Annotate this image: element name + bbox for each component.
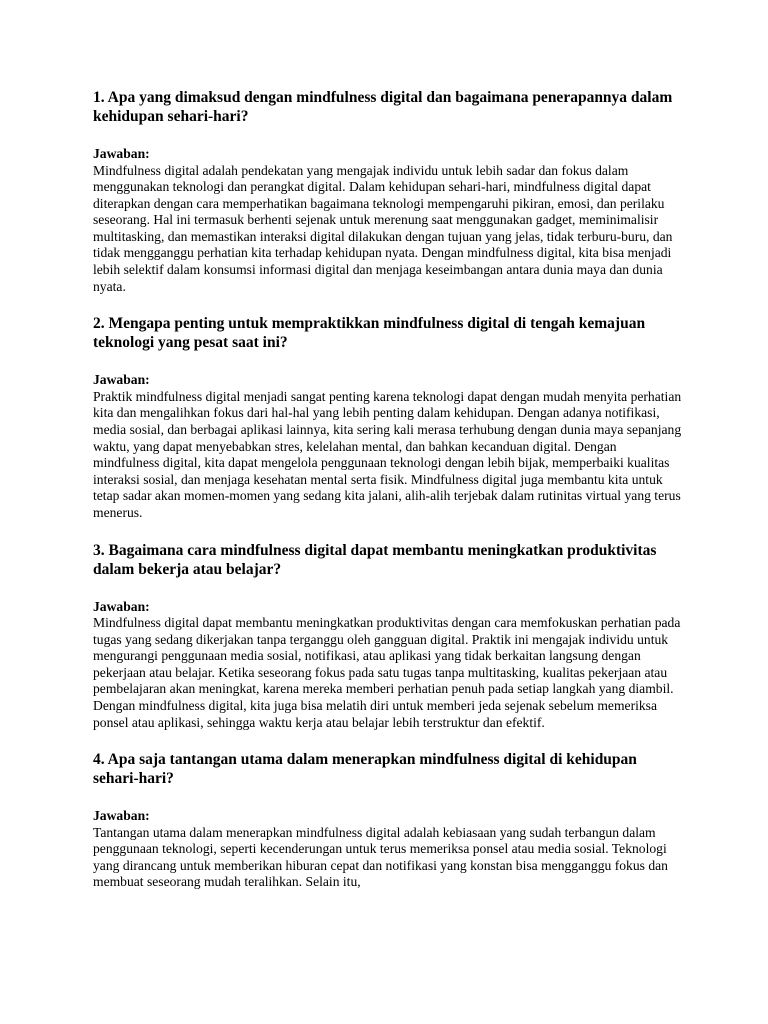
qa-item bbox=[93, 541, 683, 732]
question-heading: 3. Bagaimana cara mindfulness digital dapat membantu meningkatkan produktivitas dalam bekerja atau belajar? bbox=[93, 541, 657, 578]
question-heading: 1. Apa yang dimaksud dengan mindfulness digital dan bagaimana penerapannya dalam kehidupan sehari-hari? bbox=[93, 89, 673, 125]
qa-item bbox=[93, 750, 683, 891]
answer-label: Jawaban: bbox=[93, 146, 150, 161]
answer-paragraph: Tantangan utama dalam menerapkan mindfulness digital adalah kebiasaan yang sudah terbangun dalam penggunaan teknologi, seperti kecenderungan untuk terus memeriksa ponsel atau media sosial. Teknologi yang dirancang untuk memberikan hiburan cepat dan notifikasi yang konstan bisa mengganggu fokus dan membuat seseorang mudah teralihkan. Selain itu, bbox=[93, 824, 668, 890]
question-heading: 2. Mengapa penting untuk mempraktikkan mindfulness digital di tengah kemajuan teknologi yang pesat saat ini? bbox=[93, 315, 646, 352]
answer-label: Jawaban: bbox=[93, 808, 150, 824]
document-page bbox=[93, 88, 683, 891]
qa-item bbox=[93, 314, 683, 521]
qa-item bbox=[93, 88, 683, 295]
answer-paragraph: Praktik mindfulness digital menjadi sangat penting karena teknologi dapat dengan mudah menyita perhatian kita dan mengalihkan fokus dari hal-hal yang lebih penting dalam kehidupan. Dengan adanya notifikasi, media sosial, dan berbagai aplikasi lainnya, kita sering kali merasa terhubung dengan dunia maya sepanjang waktu, yang dapat menyebabkan stres, kelelahan mental, dan bahkan kecanduan digital. Dengan mindfulness digital, kita dapat mengelola penggunaan teknologi dengan lebih bijak, memperbaiki kualitas interaksi sosial, dan menjaga kesehatan mental serta fisik. Mindfulness digital juga membantu kita untuk tetap sadar akan momen-momen yang sedang kita jalani, alih-alih terjebak dalam rutinitas virtual yang terus menerus. bbox=[93, 388, 682, 520]
answer-paragraph: Mindfulness digital dapat membantu meningkatkan produktivitas dengan cara memfokuskan perhatian pada tugas yang sedang dikerjakan tanpa terganggu oleh gangguan digital. Praktik ini mengajak individu untuk mengurangi penggunaan media sosial, notifikasi, atau aplikasi yang tidak berkaitan langsung dengan pekerjaan atau belajar. Ketika seseorang fokus pada satu tugas tanpa multitasking, kualitas pekerjaan atau pembelajaran akan meningkat, karena mereka memberi perhatian penuh pada setiap langkah yang diambil. Dengan mindfulness digital, kita juga bisa melatih diri untuk memberi jeda sejenak sebelum memeriksa ponsel atau aplikasi, sehingga waktu kerja atau belajar lebih terstruktur dan efektif. bbox=[93, 615, 681, 730]
answer-label: Jawaban: bbox=[93, 598, 150, 614]
answer-paragraph: Mindfulness digital adalah pendekatan yang mengajak individu untuk lebih sadar dan fokus dalam menggunakan teknologi dan perangkat digital. Dalam kehidupan sehari-hari, mindfulness digital dapat diterapkan dengan cara memperhatikan bagaimana teknologi mempengaruhi pikiran, emosi, dan perilaku seseorang. Hal ini termasuk berhenti sejenak untuk merenung saat menggunakan gadget, meminimalisir multitasking, dan memastikan interaksi digital dilakukan dengan tujuan yang jelas, tidak terburu-buru, dan tidak mengganggu perhatian kita terhadap kehidupan nyata. Dengan mindfulness digital, kita bisa menjadi lebih selektif dalam konsumsi informasi digital dan menjaga keseimbangan antara dunia maya dan dunia nyata. bbox=[93, 162, 673, 294]
answer-label: Jawaban: bbox=[93, 372, 150, 388]
question-heading: 4. Apa saja tantangan utama dalam menerapkan mindfulness digital di kehidupan sehari-hari? bbox=[93, 751, 637, 788]
